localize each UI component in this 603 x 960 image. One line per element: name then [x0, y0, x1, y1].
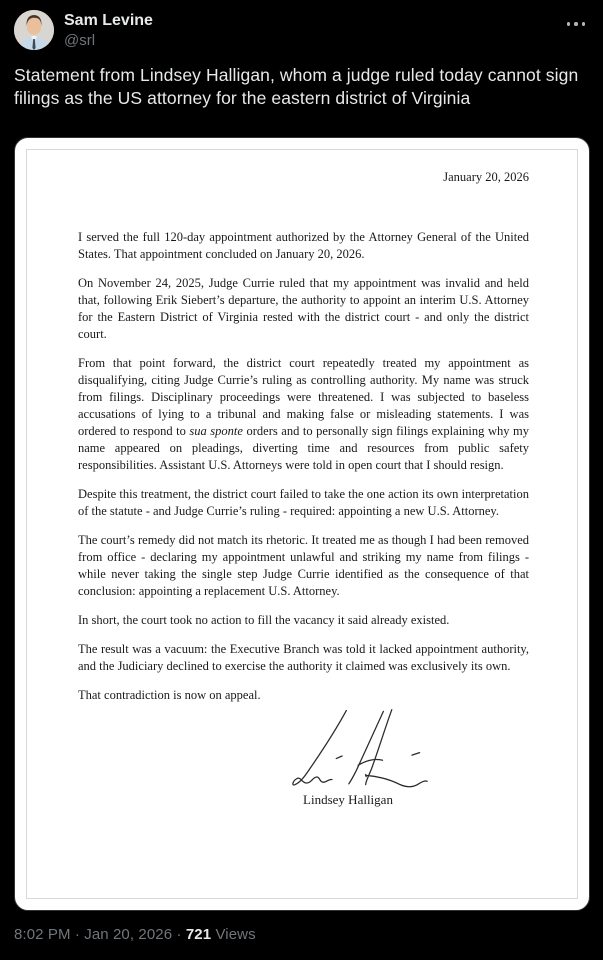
- author-name[interactable]: Sam Levine: [64, 12, 153, 29]
- author-block: [64, 10, 153, 51]
- document-paragraph: Despite this treatment, the district court failed to take the one action its own interpretation of the statute - and Judge Currie’s ruling - required: appointing a new U.S. Attorney.: [78, 487, 529, 518]
- author-handle[interactable]: @srl: [64, 32, 96, 49]
- paragraph-segment: From that point forward, the district court repeatedly treated my appointment as disqualifying, citing Judge Currie’s ruling as controlling authority. My name was struck from filings. Disciplinary proceedings were threatened. I was subjected to baseless accusations of lying to a tribunal and making false or misleading statements. I was ordered to respond to: [78, 356, 529, 438]
- more-icon[interactable]: [563, 18, 590, 30]
- separator: ·: [176, 926, 182, 943]
- document-date: January 20, 2026: [443, 170, 529, 184]
- avatar-image: [14, 10, 54, 50]
- avatar[interactable]: [14, 10, 54, 50]
- document-body: [78, 229, 529, 704]
- document-paragraph: The court’s remedy did not match its rhetoric. It treated me as though I had been removed from office - declaring my appointment unlawful and striking my name from filings - while never taking the single step Judge Currie identified as the consequence of that conclusion: appointing a replacement U.S. Attorney.: [78, 533, 529, 598]
- signature-image: [248, 708, 448, 788]
- timestamp-time: 8:02 PM: [14, 926, 71, 943]
- statement-document: [26, 149, 578, 899]
- document-paragraph: [78, 355, 529, 474]
- document-paragraph: In short, the court took no action to fill the vacancy it said already existed.: [78, 613, 450, 627]
- views-count: 721: [185, 926, 212, 943]
- document-paragraph: I served the full 120-day appointment authorized by the Attorney General of the United States. That appointment concluded on January 20, 2026.: [78, 230, 529, 261]
- document-paragraph: The result was a vacuum: the Executive Branch was told it lacked appointment authority, and the Judiciary declined to exercise the authority it claimed was exclusively its own.: [78, 642, 529, 673]
- tweet-text: Statement from Lindsey Halligan, whom a judge ruled today cannot sign filings as the US attorney for the eastern district of Virginia: [14, 65, 579, 108]
- views-label: Views: [215, 926, 256, 943]
- paragraph-segment-italic: sua sponte: [189, 424, 243, 438]
- separator: ·: [74, 926, 80, 943]
- document-paragraph: On November 24, 2025, Judge Currie ruled that my appointment was invalid and held that, following Erik Siebert’s departure, the authority to appoint an interim U.S. Attorney for the Eastern District of Virginia rested with the district court - and only the district court.: [78, 276, 529, 341]
- signature-name: Lindsey Halligan: [303, 792, 393, 807]
- dot: [567, 22, 571, 26]
- tweet-image-attachment[interactable]: [14, 137, 590, 911]
- tweet-header: [0, 0, 603, 51]
- dot: [574, 22, 578, 26]
- signature-block: [238, 708, 458, 808]
- dot: [582, 22, 586, 26]
- timestamp-date: Jan 20, 2026: [84, 926, 173, 943]
- document-paragraph: That contradiction is now on appeal.: [78, 688, 261, 702]
- tweet-footer: [0, 911, 603, 943]
- paragraph-segment: orders and to personally sign filings explaining why my name appeared on pleadings, diverting time and resources from public safety responsibilities. Assistant U.S. Attorneys were told in open court that I should resign.: [78, 424, 529, 472]
